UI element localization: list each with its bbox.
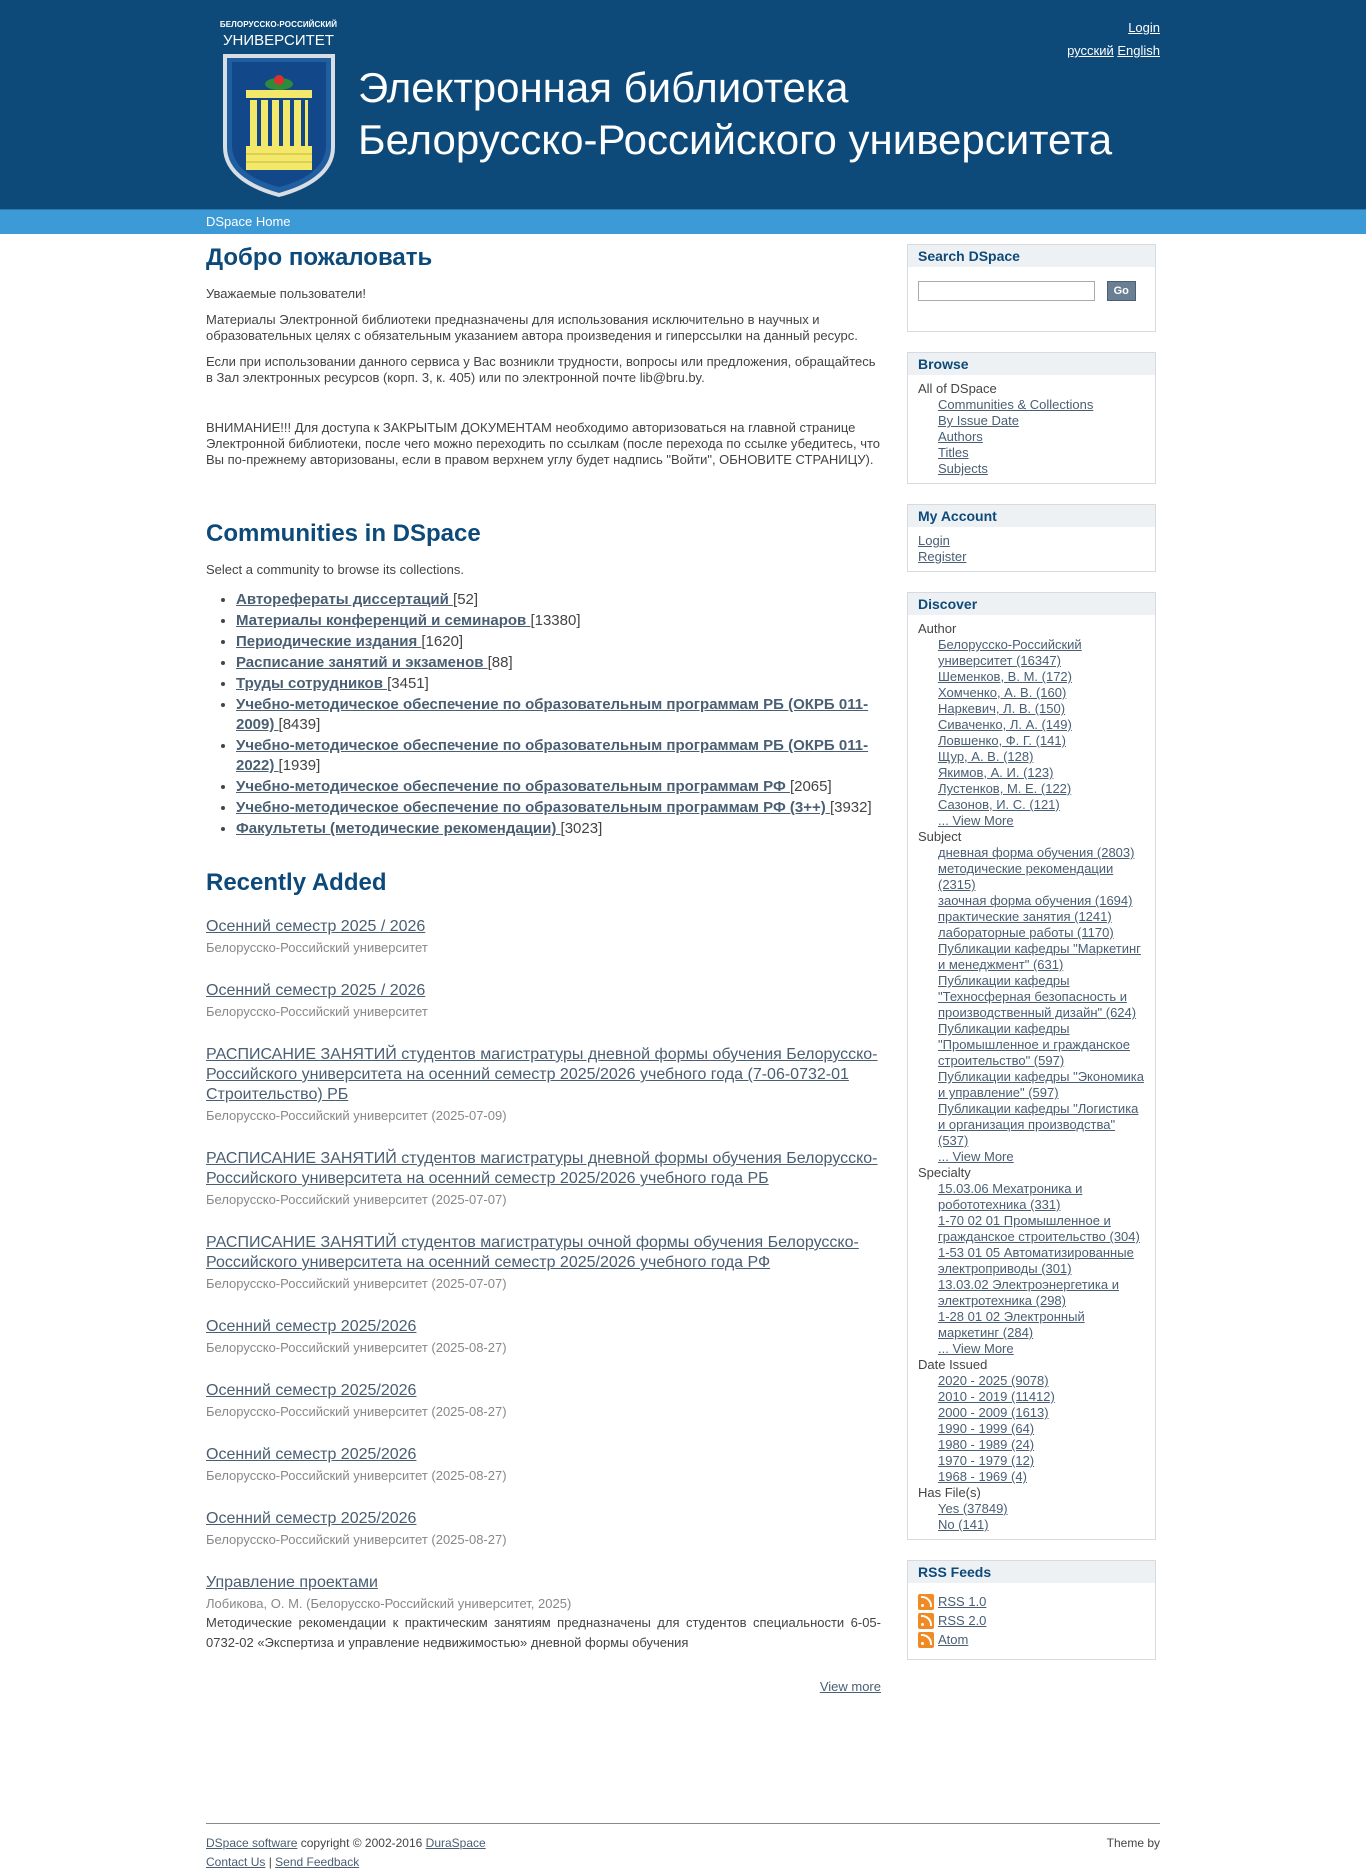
discover-date-link[interactable]: 2010 - 2019 (11412) [938, 1389, 1055, 1404]
community-count: [2065] [789, 778, 832, 795]
rss-2-link[interactable]: RSS 2.0 [938, 1613, 987, 1628]
logo-small-text: БЕЛОРУССКО-РОССИЙСКИЙ [219, 20, 338, 29]
discover-files-yes-link[interactable]: Yes (37849) [938, 1501, 1008, 1516]
welcome-p3: Если при использовании данного сервиса у Вас возникли трудности, вопросы или предложения, обращайтесь в Зал электронных ресурсов (корп. 3, к. 405) или по электронной почте lib@bru.by. [206, 354, 876, 385]
breadcrumb-home[interactable]: DSpace Home [206, 214, 291, 229]
discover-subject-view-more[interactable]: ... View More [938, 1149, 1014, 1164]
page-footer [206, 1823, 1160, 1872]
community-link[interactable]: Периодические издания [236, 633, 422, 650]
community-link[interactable]: Учебно-методическое обеспечение по образовательным программам РБ (ОКРБ 011-2009) [236, 696, 869, 733]
recent-item [206, 1445, 881, 1483]
welcome-heading: Добро пожаловать [206, 244, 433, 271]
discover-specialty-link[interactable]: 1-70 02 01 Промышленное и гражданское строительство (304) [938, 1213, 1140, 1244]
community-list [206, 590, 881, 839]
discover-date-label: Date Issued [918, 1357, 988, 1372]
recent-item-title[interactable]: Осенний семестр 2025 / 2026 [206, 918, 426, 935]
recent-item [206, 1233, 881, 1291]
community-count: [52] [453, 591, 479, 608]
search-heading: Search DSpace [908, 245, 1155, 267]
community-link[interactable]: Учебно-методическое обеспечение по образовательным программам РБ (ОКРБ 011-2022) [236, 737, 869, 774]
recent-list [206, 917, 881, 1653]
discover-author-label: Author [918, 621, 957, 636]
community-item [236, 695, 881, 735]
discover-author-link[interactable]: Хомченко, А. В. (160) [938, 685, 1067, 700]
recent-item [206, 981, 881, 1019]
recent-item-meta: Белорусско-Российский университет [206, 1004, 428, 1019]
page-header [0, 0, 1366, 210]
discover-author-link[interactable]: Ловшенко, Ф. Г. (141) [938, 733, 1066, 748]
discover-subject-link[interactable]: методические рекомендации (2315) [938, 861, 1114, 892]
university-logo[interactable] [216, 18, 341, 200]
browse-box [907, 352, 1156, 484]
recent-item [206, 1317, 881, 1355]
discover-heading: Discover [908, 593, 1155, 615]
discover-author-view-more[interactable]: ... View More [938, 813, 1014, 828]
discover-subject-link[interactable]: Публикации кафедры "Логистика и организация производства" (537) [938, 1101, 1139, 1148]
breadcrumb [0, 210, 1366, 234]
discover-specialty-view-more[interactable]: ... View More [938, 1341, 1014, 1356]
community-item [236, 819, 881, 839]
recent-view-more-link[interactable]: View more [819, 1679, 881, 1694]
recent-item [206, 1509, 881, 1547]
recent-item [206, 1045, 881, 1123]
recent-item-title[interactable]: Осенний семестр 2025/2026 [206, 1318, 417, 1335]
discover-subject-link[interactable]: Публикации кафедры "Промышленное и гражданское строительство" (597) [938, 1021, 1130, 1068]
community-link[interactable]: Расписание занятий и экзаменов [236, 654, 488, 671]
community-link[interactable]: Факультеты (методические рекомендации) [236, 820, 561, 837]
community-count: [13380] [530, 612, 581, 629]
recent-item-meta: Белорусско-Российский университет (2025-07-07) [206, 1192, 507, 1207]
community-count: [88] [487, 654, 513, 671]
community-item [236, 674, 881, 694]
recent-item-title[interactable]: Осенний семестр 2025/2026 [206, 1382, 417, 1399]
recent-item-title[interactable]: Осенний семестр 2025 / 2026 [206, 982, 426, 999]
welcome-p1: Уважаемые пользователи! [206, 286, 366, 301]
discover-files-label: Has File(s) [918, 1485, 981, 1500]
discover-date-link[interactable]: 2020 - 2025 (9078) [938, 1373, 1049, 1388]
community-count: [1939] [278, 757, 321, 774]
send-feedback-link[interactable]: Send Feedback [275, 1855, 360, 1869]
recent-item-meta: Белорусско-Российский университет (2025-07-09) [206, 1108, 507, 1123]
community-item [236, 798, 881, 818]
search-input[interactable] [918, 281, 1095, 301]
community-item [236, 632, 881, 652]
rss-heading: RSS Feeds [908, 1561, 1155, 1583]
community-link[interactable]: Учебно-методическое обеспечение по образовательным программам РФ (3++) [236, 799, 830, 816]
welcome-warning: ВНИМАНИЕ!!! Для доступа к ЗАКРЫТЫМ ДОКУМЕНТАМ необходимо авторизоваться на главной странице Электронной библиотеки, после чего можно переходить по ссылкам (после перехода по ссылке убедитесь, что Вы по-прежнему авторизованы, если в правом верхнем углу будет надпись "Войти", ОБНОВИТЕ СТРАНИЦУ). [206, 420, 881, 467]
recent-item [206, 1149, 881, 1207]
account-login-link[interactable]: Login [918, 533, 950, 548]
discover-subject-link[interactable]: Публикации кафедры "Техносферная безопасность и производственный дизайн" (624) [938, 973, 1137, 1020]
community-count: [1620] [421, 633, 464, 650]
shield-emblem-icon [220, 52, 338, 197]
discover-author-link[interactable]: Сазонов, И. С. (121) [938, 797, 1060, 812]
lang-ru-link[interactable]: русский [1067, 43, 1114, 58]
rss-box [907, 1560, 1156, 1660]
browse-titles-link[interactable]: Titles [938, 445, 969, 460]
community-item [236, 590, 881, 610]
community-count: [3451] [387, 675, 429, 692]
atom-link[interactable]: Atom [938, 1632, 969, 1647]
discover-date-link[interactable]: 2000 - 2009 (1613) [938, 1405, 1049, 1420]
community-count: [3932] [829, 799, 872, 816]
contact-us-link[interactable]: Contact Us [206, 1855, 266, 1869]
community-item [236, 653, 881, 673]
browse-communities-link[interactable]: Communities & Collections [938, 397, 1094, 412]
recent-item-title[interactable]: РАСПИСАНИЕ ЗАНЯТИЙ студентов магистратуры очной формы обучения Белорусско-Российского университета на осенний семестр 2025/2026 учебного года РФ [206, 1234, 859, 1271]
community-item [236, 736, 881, 776]
logo-big-text: УНИВЕРСИТЕТ [223, 32, 334, 49]
recent-item-meta: Белорусско-Российский университет (2025-07-07) [206, 1276, 507, 1291]
discover-box [907, 592, 1156, 1540]
discover-subject-link[interactable]: дневная форма обучения (2803) [938, 845, 1135, 860]
theme-credit [1107, 1834, 1160, 1853]
account-box [907, 504, 1156, 572]
copyright-text: copyright © 2002-2016 [297, 1836, 426, 1850]
discover-author-link[interactable]: Якимов, А. И. (123) [938, 765, 1054, 780]
recent-item-meta: Белорусско-Российский университет (2025-08-27) [206, 1340, 507, 1355]
recent-item-meta: Белорусско-Российский университет (2025-08-27) [206, 1468, 507, 1483]
discover-subject-link[interactable]: практические занятия (1241) [938, 909, 1112, 924]
discover-date-link[interactable]: 1980 - 1989 (24) [938, 1437, 1035, 1452]
recent-item-meta: Белорусско-Российский университет (2025-08-27) [206, 1532, 507, 1547]
community-count: [8439] [278, 716, 321, 733]
discover-specialty-link[interactable]: 1-53 01 05 Автоматизированные электроприводы (301) [938, 1245, 1134, 1276]
browse-heading: Browse [908, 353, 1155, 375]
recent-item-title[interactable]: Осенний семестр 2025/2026 [206, 1510, 417, 1527]
recent-item-title[interactable]: Осенний семестр 2025/2026 [206, 1446, 417, 1463]
recent-item-title[interactable]: Управление проектами [206, 1574, 378, 1591]
discover-author-link[interactable]: Белорусско-Российский университет (16347) [938, 637, 1082, 668]
discover-date-link[interactable]: 1970 - 1979 (12) [938, 1453, 1035, 1468]
discover-date-link[interactable]: 1990 - 1999 (64) [938, 1421, 1035, 1436]
discover-subject-link[interactable]: Публикации кафедры "Маркетинг и менеджмент" (631) [938, 941, 1141, 972]
recent-heading: Recently Added [206, 869, 387, 896]
dspace-software-link[interactable]: DSpace software [206, 1836, 298, 1850]
rss-icon [918, 1613, 934, 1629]
discover-date-link[interactable]: 1968 - 1969 (4) [938, 1469, 1027, 1484]
browse-authors-link[interactable]: Authors [938, 429, 983, 444]
account-register-link[interactable]: Register [918, 549, 967, 564]
community-link[interactable]: Труды сотрудников [236, 675, 388, 692]
community-count: [3023] [560, 820, 603, 837]
community-item [236, 611, 881, 631]
recent-item-meta: Лобикова, О. М. (Белорусско-Российский университет, 2025) [206, 1596, 572, 1611]
duraspace-link[interactable]: DuraSpace [425, 1836, 486, 1850]
discover-specialty-link[interactable]: 15.03.06 Мехатроника и робототехника (331) [938, 1181, 1083, 1212]
recent-item-meta: Белорусско-Российский университет (2025-08-27) [206, 1404, 507, 1419]
welcome-p2: Материалы Электронной библиотеки предназначены для использования исключительно в научных и образовательных целях с обязательным указанием автора произведения и гиперссылки на данный ресурс. [206, 312, 858, 343]
site-title [358, 62, 1112, 166]
rss-icon [918, 1594, 934, 1610]
discover-author-link[interactable]: Лустенков, М. Е. (122) [938, 781, 1072, 796]
community-link[interactable]: Авторефераты диссертаций [236, 591, 454, 608]
community-link[interactable]: Материалы конференций и семинаров [236, 612, 531, 629]
browse-issue-date-link[interactable]: By Issue Date [938, 413, 1019, 428]
communities-intro: Select a community to browse its collections. [206, 562, 464, 577]
recent-item-meta: Белорусско-Российский университет [206, 940, 428, 955]
discover-subject-label: Subject [918, 829, 962, 844]
discover-subject-link[interactable]: лабораторные работы (1170) [938, 925, 1114, 940]
account-heading: My Account [908, 505, 1155, 527]
main-content [206, 244, 881, 1694]
search-box [907, 244, 1156, 332]
discover-author-link[interactable]: Шеменков, В. М. (172) [938, 669, 1072, 684]
discover-author-link[interactable]: Сиваченко, Л. А. (149) [938, 717, 1072, 732]
recent-item [206, 1381, 881, 1419]
browse-group-label: All of DSpace [918, 381, 997, 396]
recent-item [206, 917, 881, 955]
discover-subject-link[interactable]: заочная форма обучения (1694) [938, 893, 1133, 908]
discover-specialty-link[interactable]: 13.03.02 Электроэнергетика и электротехника (298) [938, 1277, 1120, 1308]
search-go-button[interactable]: Go [1107, 281, 1136, 301]
discover-subject-link[interactable]: Публикации кафедры "Экономика и управление" (597) [938, 1069, 1144, 1100]
site-title-line1: Электронная библиотека [358, 64, 849, 111]
footer-separator: | [265, 1855, 276, 1869]
community-link[interactable]: Учебно-методическое обеспечение по образовательным программам РФ [236, 778, 790, 795]
sidebar [907, 244, 1156, 1680]
discover-specialty-link[interactable]: 1-28 01 02 Электронный маркетинг (284) [938, 1309, 1085, 1340]
site-title-line2: Белорусско-Российского университета [358, 116, 1113, 163]
theme-by-text: Theme by [1106, 1836, 1160, 1850]
discover-files-no-link[interactable]: No (141) [938, 1517, 989, 1532]
header-login-link[interactable]: Login [1128, 20, 1160, 35]
rss-icon [918, 1632, 934, 1648]
discover-author-link[interactable]: Щур, А. В. (128) [938, 749, 1034, 764]
recent-item-abstract: Методические рекомендации к практическим занятиям предназначены для студентов специальности 6-05-0732-02 «Экспертиза и управление недвижимостью» дневной формы обучения [206, 1615, 881, 1650]
discover-author-link[interactable]: Наркевич, Л. В. (150) [938, 701, 1066, 716]
community-item [236, 777, 881, 797]
recent-item [206, 1573, 881, 1653]
communities-heading: Communities in DSpace [206, 520, 481, 547]
recent-item-title[interactable]: РАСПИСАНИЕ ЗАНЯТИЙ студентов магистратуры дневной формы обучения Белорусско-Российского университета на осенний семестр 2025/2026 учебного года (7-06-0732-01 Строительство) РБ [206, 1046, 878, 1103]
discover-specialty-label: Specialty [918, 1165, 971, 1180]
lang-en-link[interactable]: English [1117, 43, 1160, 58]
user-links [1067, 16, 1160, 62]
recent-item-title[interactable]: РАСПИСАНИЕ ЗАНЯТИЙ студентов магистратуры дневной формы обучения Белорусско-Российского университета на осенний семестр 2025/2026 учебного года РБ [206, 1150, 878, 1187]
browse-subjects-link[interactable]: Subjects [938, 461, 988, 476]
rss-1-link[interactable]: RSS 1.0 [938, 1594, 987, 1609]
